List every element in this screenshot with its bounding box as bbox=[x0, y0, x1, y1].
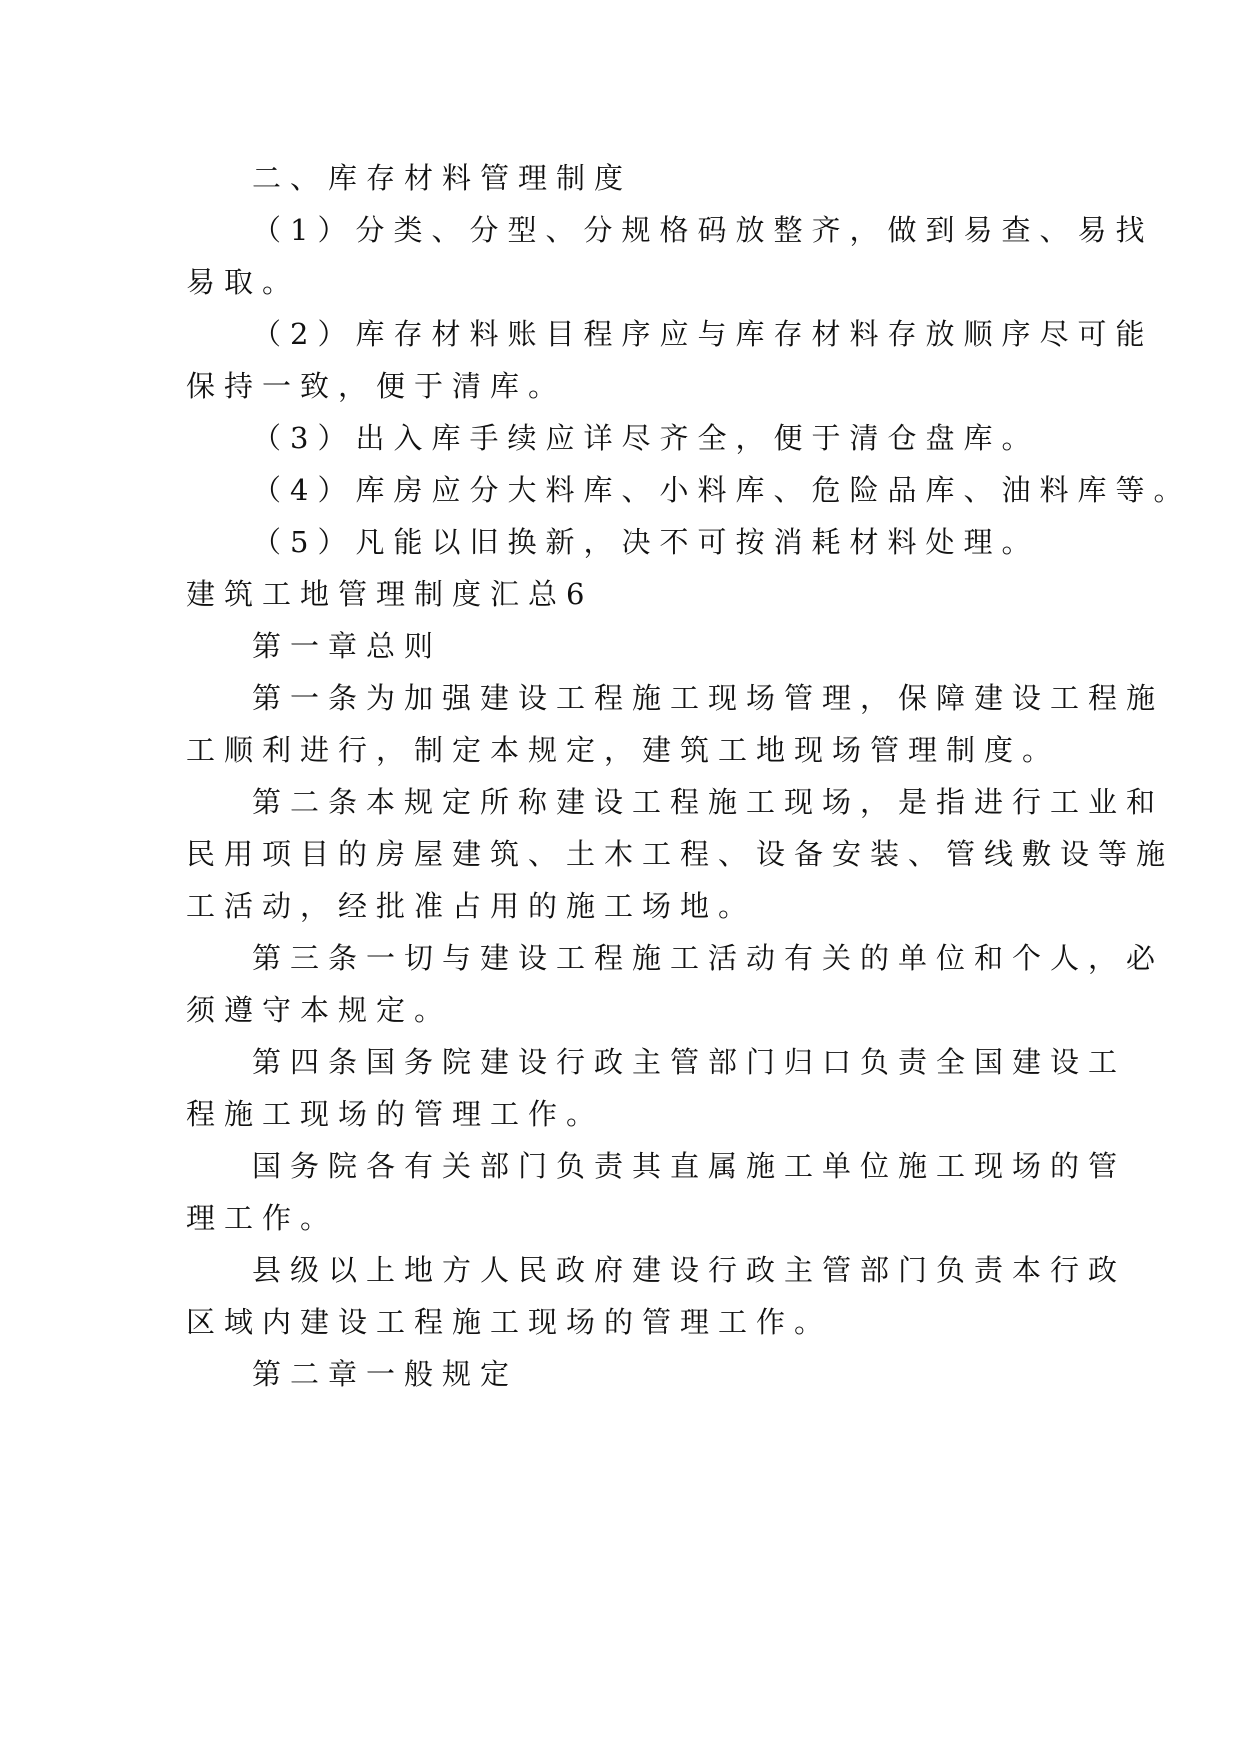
paragraph-line: （4）库房应分大料库、小料库、危险品库、油料库等。 bbox=[252, 473, 1192, 507]
section-heading-inventory: 二、库存材料管理制度 bbox=[252, 161, 633, 195]
document-title: 建筑工地管理制度汇总6 bbox=[186, 577, 594, 611]
paragraph-line: 第二条本规定所称建设工程施工现场，是指进行工业和 bbox=[252, 785, 1165, 819]
chapter-heading: 第一章总则 bbox=[252, 629, 443, 663]
paragraph-line: 区域内建设工程施工现场的管理工作。 bbox=[186, 1305, 833, 1339]
paragraph-line: （2）库存材料账目程序应与库存材料存放顺序尽可能 bbox=[252, 317, 1154, 351]
paragraph-line: 保持一致，便于清库。 bbox=[186, 369, 567, 403]
paragraph-line: 须遵守本规定。 bbox=[186, 993, 453, 1027]
paragraph-line: 国务院各有关部门负责其直属施工单位施工现场的管 bbox=[252, 1149, 1127, 1183]
paragraph-line: 程施工现场的管理工作。 bbox=[186, 1097, 605, 1131]
paragraph-line: （3）出入库手续应详尽齐全，便于清仓盘库。 bbox=[252, 421, 1040, 455]
paragraph-line: 理工作。 bbox=[186, 1201, 339, 1235]
paragraph-line: 易取。 bbox=[186, 265, 301, 299]
paragraph-line: 第三条一切与建设工程施工活动有关的单位和个人，必 bbox=[252, 941, 1165, 975]
chapter-heading: 第二章一般规定 bbox=[252, 1357, 519, 1391]
paragraph-line: （1）分类、分型、分规格码放整齐，做到易查、易找 bbox=[252, 213, 1154, 247]
paragraph-line: 第四条国务院建设行政主管部门归口负责全国建设工 bbox=[252, 1045, 1127, 1079]
paragraph-line: 民用项目的房屋建筑、土木工程、设备安装、管线敷设等施 bbox=[186, 837, 1175, 871]
paragraph-line: 工活动，经批准占用的施工场地。 bbox=[186, 889, 757, 923]
paragraph-line: 工顺利进行，制定本规定，建筑工地现场管理制度。 bbox=[186, 733, 1061, 767]
paragraph-line: 县级以上地方人民政府建设行政主管部门负责本行政 bbox=[252, 1253, 1127, 1287]
paragraph-line: 第一条为加强建设工程施工现场管理，保障建设工程施 bbox=[252, 681, 1165, 715]
paragraph-line: （5）凡能以旧换新，决不可按消耗材料处理。 bbox=[252, 525, 1040, 559]
